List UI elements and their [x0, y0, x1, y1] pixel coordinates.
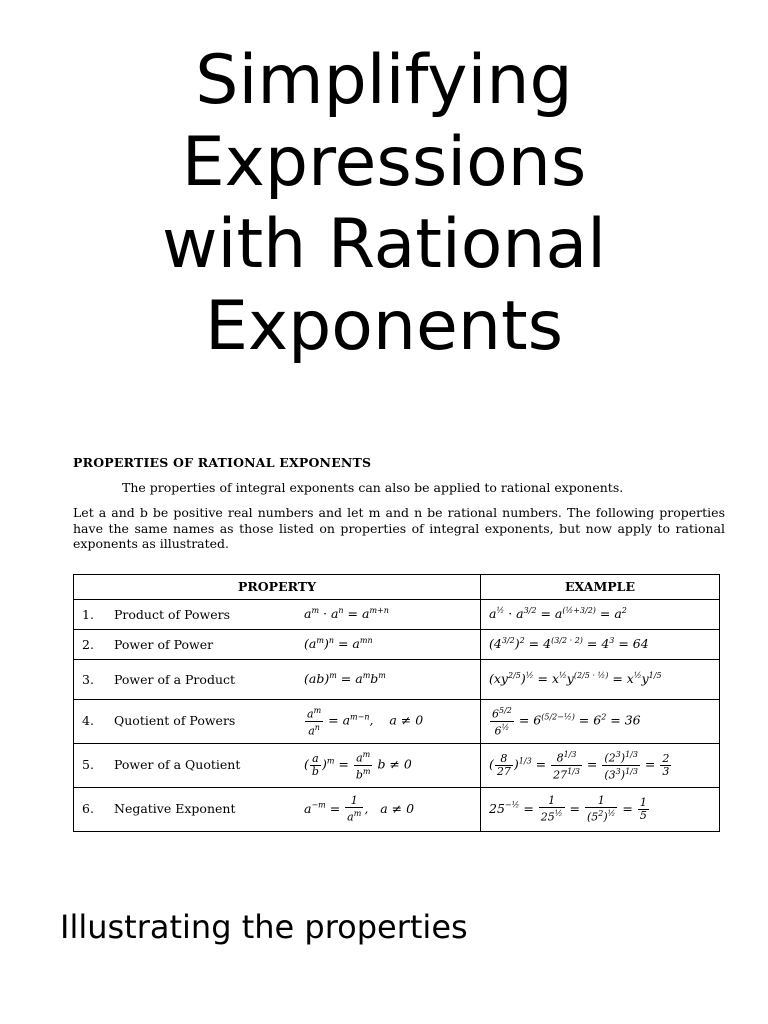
- doc-heading: PROPERTIES OF RATIONAL EXPONENTS: [73, 455, 372, 470]
- row-number: 3.: [82, 671, 94, 687]
- row-number: 6.: [82, 800, 94, 816]
- properties-table: [73, 574, 720, 832]
- row-number: 4.: [82, 712, 94, 728]
- table-row: [74, 743, 720, 787]
- table-row: [74, 629, 720, 659]
- row-number: 2.: [82, 636, 94, 652]
- properties-document-image: [70, 455, 725, 832]
- example-cell: $(4^{3/2})^2 = 4^{(3/2 \cdot 2)} = 4^3 = 64$: [481, 629, 720, 659]
- table-row: [74, 787, 720, 831]
- table-header-row: [74, 574, 720, 599]
- property-rule: $a^m \cdot a^n = a^{m+n}$: [304, 606, 389, 622]
- title-line: Expressions: [181, 123, 587, 202]
- property-name: Power of a Product: [114, 671, 236, 687]
- doc-paragraph: Let a and b be positive real numbers and let m and n be rational numbers. The following properties have the same names as those listed on properties of integral exponents, but now apply to rational exponents as illustrated.: [73, 505, 725, 551]
- caption: Illustrating the properties: [60, 908, 468, 946]
- property-name: Power of a Quotient: [114, 756, 241, 772]
- property-rule: $(a^m)^n = a^{mn}$: [304, 636, 373, 652]
- property-rule: $\frac{a^m}{a^n}$ = $a^{m-n}$, a ≠ 0: [307, 705, 424, 738]
- example-cell: ( $\frac{8}{27}$ )$^{1/3}$ = $\frac{8^{1/3}}{27^{1/3}}$ = $\frac{(2^3)^{1/3}}{(3^3)^{1/3}}$ = $\frac{2}{3}$: [481, 743, 720, 787]
- property-rule: $a^{-m}$ = $\frac{1}{a^m}$ , a ≠ 0: [304, 793, 415, 824]
- property-rule: ( $\frac{a}{b}$ )$^m$ = $\frac{a^m}{b^m}$ b ≠ 0: [304, 749, 412, 782]
- table-row: [74, 699, 720, 743]
- example-cell: $\frac{6^{5/2}}{6^{\frac{1}{2}}}$ = $6^{(5/2-\frac{1}{2})} = 6^2 = 36$: [481, 699, 720, 743]
- property-name: Power of Power: [114, 636, 214, 652]
- title-line: with Rational: [161, 205, 607, 284]
- property-name: Negative Exponent: [114, 800, 236, 816]
- example-cell: $25^{-\frac{1}{2}}$ = $\frac{1}{25^{\frac{1}{2}}}$ = $\frac{1}{(5^2)^{\frac{1}{2}}}$ = $\frac{1}{5}$: [481, 787, 720, 831]
- row-number: 1.: [82, 606, 94, 622]
- title-line: Exponents: [204, 287, 564, 366]
- header-example: EXAMPLE: [481, 574, 720, 599]
- row-number: 5.: [82, 756, 94, 772]
- table-row: [74, 659, 720, 699]
- header-property: PROPERTY: [74, 574, 481, 599]
- table-row: [74, 599, 720, 629]
- doc-intro: The properties of integral exponents can also be applied to rational exponents.: [122, 480, 624, 495]
- property-name: Quotient of Powers: [114, 712, 236, 728]
- title-line: Simplifying: [195, 41, 573, 120]
- example-cell: $a^{\frac{1}{2}} \cdot a^{3/2} = a^{(\frac{1}{2}+3/2)} = a^2$: [481, 599, 720, 629]
- property-rule: $(ab)^m = a^mb^m$: [304, 671, 386, 687]
- example-cell: $(xy^{2/5})^{\frac{1}{2}} = x^{\frac{1}{2}}y^{(2/5 \cdot \frac{1}{2})} = x^{\frac{1}{2}}y^{1/5}$: [481, 659, 720, 699]
- property-name: Product of Powers: [114, 606, 231, 622]
- slide-title: [0, 40, 768, 368]
